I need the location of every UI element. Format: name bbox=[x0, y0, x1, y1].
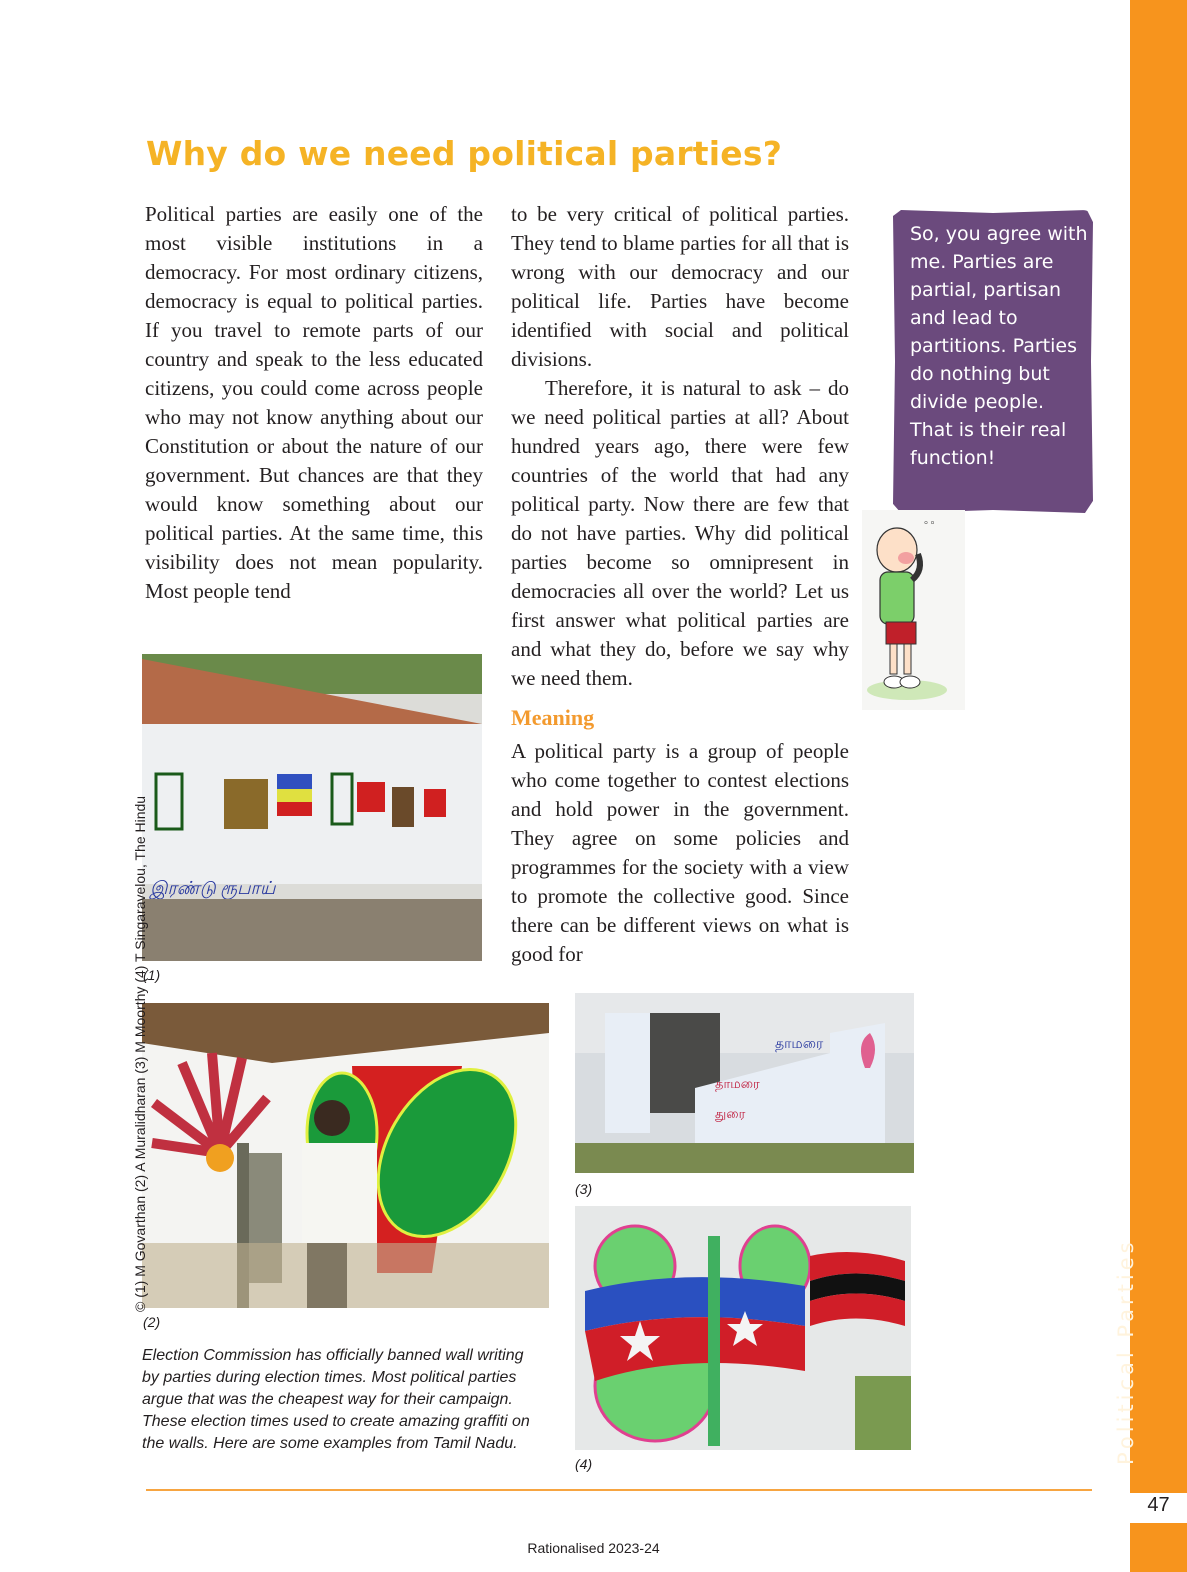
footer-text: Rationalised 2023-24 bbox=[527, 1540, 660, 1556]
photo-4-label: (4) bbox=[575, 1456, 593, 1472]
photo-1-label: (1) bbox=[143, 967, 161, 983]
photo-2-image bbox=[142, 1003, 549, 1308]
subheading-meaning: Meaning bbox=[511, 705, 595, 730]
svg-text:இரண்டு ரூபாய்: இரண்டு ரூபாய் bbox=[150, 878, 276, 898]
paragraph: to be very critical of political parties. They tend to blame parties for all that is wrong with our democracy and our political life. Parties have become identified with social and political divisions. bbox=[511, 202, 849, 371]
photo-3-label: (3) bbox=[575, 1181, 593, 1197]
photo-2-label: (2) bbox=[143, 1314, 161, 1330]
svg-text:தாமரை: தாமரை bbox=[715, 1076, 760, 1091]
photo-1-wall-graffiti bbox=[142, 654, 482, 961]
svg-text:துரை: துரை bbox=[715, 1106, 746, 1121]
photo-1-image bbox=[142, 654, 482, 961]
chapter-side-title: Political Parties bbox=[1114, 1238, 1138, 1465]
text-column-2 bbox=[511, 200, 849, 969]
svg-text:° °: ° ° bbox=[924, 520, 935, 531]
speech-bubble-text: So, you agree with me. Parties are partial, partisan and lead to partitions. Parties do nothing but divide people. That is their real function! bbox=[910, 223, 1088, 469]
photo-4-flag-graffiti bbox=[575, 1206, 911, 1450]
photo-4-image bbox=[575, 1206, 911, 1450]
photo-3-image bbox=[575, 993, 914, 1173]
svg-text:தாமரை: தாமரை bbox=[775, 1037, 824, 1052]
side-band bbox=[1130, 0, 1187, 1572]
photo-2-wall-painting bbox=[142, 1003, 549, 1308]
footer-rule bbox=[146, 1489, 1092, 1491]
text-column-1 bbox=[145, 200, 483, 606]
paragraph: Political parties are easily one of the most visible institutions in a democracy. For most ordinary citizens, democracy is equal to political parties. If you travel to remote parts of our country and speak to the less educated citizens, you could come across people who may not know anything about our Constitution or about the nature of our government. But chances are that they would know something about our political parties. At the same time, this visibility does not mean popularity. Most people tend bbox=[145, 202, 483, 603]
photo-3-lotus-wall bbox=[575, 993, 914, 1173]
paragraph: A political party is a group of people who come together to contest elections and hold power in the government. They agree on some policies and programmes for the society with a view to promote the collective good. Since there can be different views on what is good for bbox=[511, 739, 849, 966]
photo-caption: Election Commission has officially banned wall writing by parties during election times. Most political parties argue that was the cheapest way for their campaign. These election times used to create amazing graffiti on the walls. Here are some examples from Tamil Nadu. bbox=[142, 1347, 530, 1452]
cartoon-character bbox=[862, 510, 965, 710]
cartoon-boy-icon bbox=[862, 510, 965, 710]
photo-credit: © (1) M Govarthan (2) A Muralidharan (3) M Moorthy (4) T Singaravelou, The Hindu bbox=[132, 795, 148, 1312]
paragraph: Therefore, it is natural to ask – do we need political parties at all? About hundred years ago, there were few countries of the world that had any political party. Now there are few that do not have parties. Why did political parties become so omnipresent in democracies all over the world? Let us first answer what political parties are and what they do, before we say why we need them. bbox=[511, 376, 849, 690]
page-number: 47 bbox=[1147, 1494, 1170, 1516]
section-heading: Why do we need political parties? bbox=[146, 134, 783, 173]
